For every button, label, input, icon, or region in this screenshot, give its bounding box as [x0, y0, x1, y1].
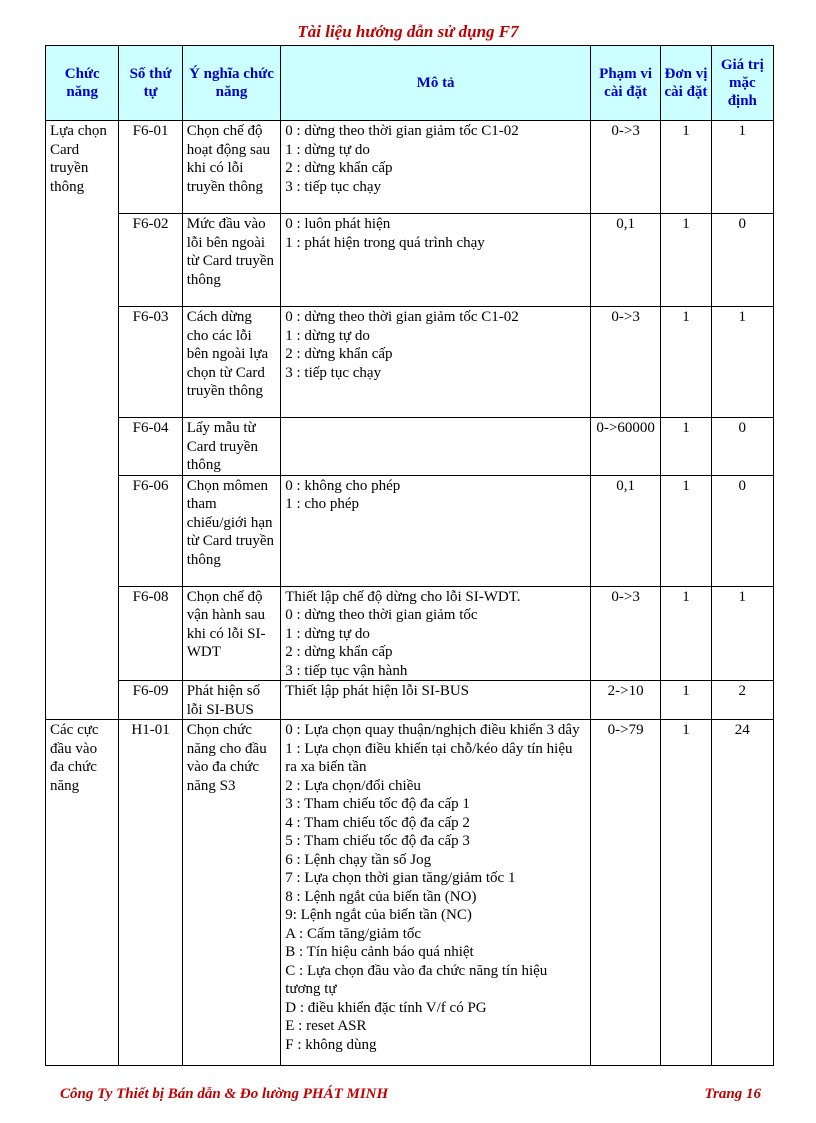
description-line: 2 : dừng khẩn cấp: [285, 160, 393, 176]
parameter-meaning-cell: Chọn mômen tham chiếu/giới hạn từ Card truyền thông: [182, 475, 281, 586]
description-line: 3 : tiếp tục vận hành: [285, 662, 408, 679]
footer-company: Công Ty Thiết bị Bán dẫn & Đo lường PHÁT MINH: [60, 1086, 389, 1102]
parameter-default-cell: 0: [711, 475, 773, 586]
description-line: 9: Lệnh ngắt của biến tần (NC): [285, 907, 472, 923]
parameter-code-cell: H1-01: [119, 720, 182, 1066]
parameter-unit-cell: 1: [661, 681, 711, 720]
col-header-default: Giá trị mặc định: [711, 46, 773, 121]
description-line: 3 : Tham chiếu tốc độ đa cấp 1: [285, 796, 470, 812]
parameter-default-cell: 1: [711, 586, 773, 681]
description-line: C : Lựa chọn đầu vào đa chức năng tín hiệu tương tự: [285, 962, 548, 997]
parameter-meaning-cell: Chọn chế độ hoạt động sau khi có lỗi truyền thông: [182, 121, 281, 214]
parameter-range-cell: 0->79: [590, 720, 660, 1066]
parameter-description-cell: [281, 681, 591, 720]
parameter-unit-cell: 1: [661, 121, 711, 214]
parameter-unit-cell: 1: [661, 418, 711, 476]
parameter-unit-cell: 1: [661, 214, 711, 307]
col-header-number: Số thứ tự: [119, 46, 182, 121]
parameter-code-cell: F6-02: [119, 214, 182, 307]
table-header-row: [46, 46, 774, 121]
parameter-default-cell: 1: [711, 121, 773, 214]
parameter-range-cell: 0->60000: [590, 418, 660, 476]
description-line: F : không dùng: [285, 1036, 377, 1053]
description-line: 3 : tiếp tục chạy: [285, 364, 382, 381]
parameter-unit-cell: 1: [661, 475, 711, 586]
parameter-description-cell: [281, 214, 591, 307]
col-header-range: Phạm vi cài đặt: [590, 46, 660, 121]
parameter-default-cell: 2: [711, 681, 773, 720]
description-line: 1 : dừng tự do: [285, 327, 370, 344]
parameter-code-cell: F6-08: [119, 586, 182, 681]
parameter-unit-cell: 1: [661, 720, 711, 1066]
table-row: [46, 475, 774, 586]
parameter-code-cell: F6-06: [119, 475, 182, 586]
group-function-cell: Các cực đầu vào đa chức năng: [46, 720, 119, 1066]
table-row: [46, 586, 774, 681]
table-row: [46, 418, 774, 476]
document-title: Tài liệu hướng dẫn sử dụng F7: [297, 22, 519, 41]
description-line: 3 : tiếp tục chạy: [285, 178, 382, 195]
parameter-description-cell: [281, 307, 591, 418]
description-line: 5 : Tham chiếu tốc độ đa cấp 3: [285, 833, 470, 849]
parameter-range-cell: 0->3: [590, 121, 660, 214]
description-line: 4 : Tham chiếu tốc độ đa cấp 2: [285, 814, 470, 831]
parameter-unit-cell: 1: [661, 586, 711, 681]
parameter-meaning-cell: Phát hiện số lỗi SI-BUS: [182, 681, 281, 720]
description-line: 2 : Lựa chọn/đổi chiều: [285, 777, 421, 794]
parameter-description-cell: [281, 418, 591, 476]
parameter-default-cell: 0: [711, 418, 773, 476]
description-line: D : điều khiển đặc tính V/f có PG: [285, 999, 487, 1016]
parameter-meaning-cell: Lấy mẫu từ Card truyền thông: [182, 418, 281, 476]
col-header-unit: Đơn vị cài đặt: [661, 46, 711, 121]
description-line: 0 : dừng theo thời gian giảm tốc C1-02: [285, 123, 519, 139]
parameter-meaning-cell: Mức đầu vào lỗi bên ngoài từ Card truyền thông: [182, 214, 281, 307]
col-header-description: Mô tả: [281, 46, 591, 121]
parameter-description-cell: [281, 475, 591, 586]
description-line: 1 : phát hiện trong quá trình chạy: [285, 234, 485, 251]
description-line: 1 : Lựa chọn điều khiển tại chỗ/kéo dây tín hiệu ra xa biến tần: [285, 740, 573, 775]
parameter-default-cell: 1: [711, 307, 773, 418]
parameter-range-cell: 0,1: [590, 214, 660, 307]
description-line: 8 : Lệnh ngắt của biến tần (NO): [285, 888, 477, 905]
description-line: A : Cấm tăng/giảm tốc: [285, 925, 422, 942]
parameter-code-cell: F6-03: [119, 307, 182, 418]
parameter-meaning-cell: Chọn chế độ vận hành sau khi có lỗi SI-WDT: [182, 586, 281, 681]
table-row: [46, 681, 774, 720]
parameter-code-cell: F6-01: [119, 121, 182, 214]
parameter-meaning-cell: Cách dừng cho các lỗi bên ngoài lựa chọn từ Card truyền thông: [182, 307, 281, 418]
parameter-table: [45, 45, 774, 1066]
description-line: Thiết lập phát hiện lỗi SI-BUS: [285, 683, 469, 699]
parameter-range-cell: 0->3: [590, 586, 660, 681]
description-line: 0 : Lựa chọn quay thuận/nghịch điều khiển 3 dây: [285, 722, 580, 738]
table-row: [46, 121, 774, 214]
description-line: 1 : dừng tự do: [285, 141, 370, 158]
group-function-cell: Lựa chọn Card truyền thông: [46, 121, 119, 720]
footer-page-number: Trang 16: [704, 1086, 761, 1102]
parameter-default-cell: 0: [711, 214, 773, 307]
table-row: [46, 214, 774, 307]
description-line: 0 : luôn phát hiện: [285, 216, 391, 232]
description-line: 6 : Lệnh chạy tần số Jog: [285, 851, 432, 868]
table-row: [46, 720, 774, 1066]
parameter-code-cell: F6-04: [119, 418, 182, 476]
parameter-code-cell: F6-09: [119, 681, 182, 720]
parameter-description-cell: [281, 586, 591, 681]
parameter-unit-cell: 1: [661, 307, 711, 418]
parameter-range-cell: 0,1: [590, 475, 660, 586]
description-line: 0 : dừng theo thời gian giảm tốc: [285, 607, 478, 623]
parameter-description-cell: [281, 720, 591, 1066]
col-header-function: Chức năng: [46, 46, 119, 121]
description-line: 0 : không cho phép: [285, 477, 401, 494]
description-line: 1 : cho phép: [285, 496, 359, 512]
description-line: 2 : dừng khẩn cấp: [285, 644, 393, 660]
parameter-meaning-cell: Chọn chức năng cho đầu vào đa chức năng S3: [182, 720, 281, 1066]
description-line: Thiết lập chế độ dừng cho lỗi SI-WDT.: [285, 588, 521, 605]
description-line: 2 : dừng khẩn cấp: [285, 346, 393, 362]
description-line: 0 : dừng theo thời gian giảm tốc C1-02: [285, 309, 519, 325]
col-header-meaning: Ý nghĩa chức năng: [182, 46, 281, 121]
parameter-range-cell: 0->3: [590, 307, 660, 418]
parameter-default-cell: 24: [711, 720, 773, 1066]
description-line: 1 : dừng tự do: [285, 625, 370, 642]
parameter-description-cell: [281, 121, 591, 214]
description-line: B : Tín hiệu cảnh báo quá nhiệt: [285, 944, 474, 960]
description-line: E : reset ASR: [285, 1018, 367, 1034]
parameter-range-cell: 2->10: [590, 681, 660, 720]
description-line: 7 : Lựa chọn thời gian tăng/giảm tốc 1: [285, 870, 516, 886]
table-row: [46, 307, 774, 418]
